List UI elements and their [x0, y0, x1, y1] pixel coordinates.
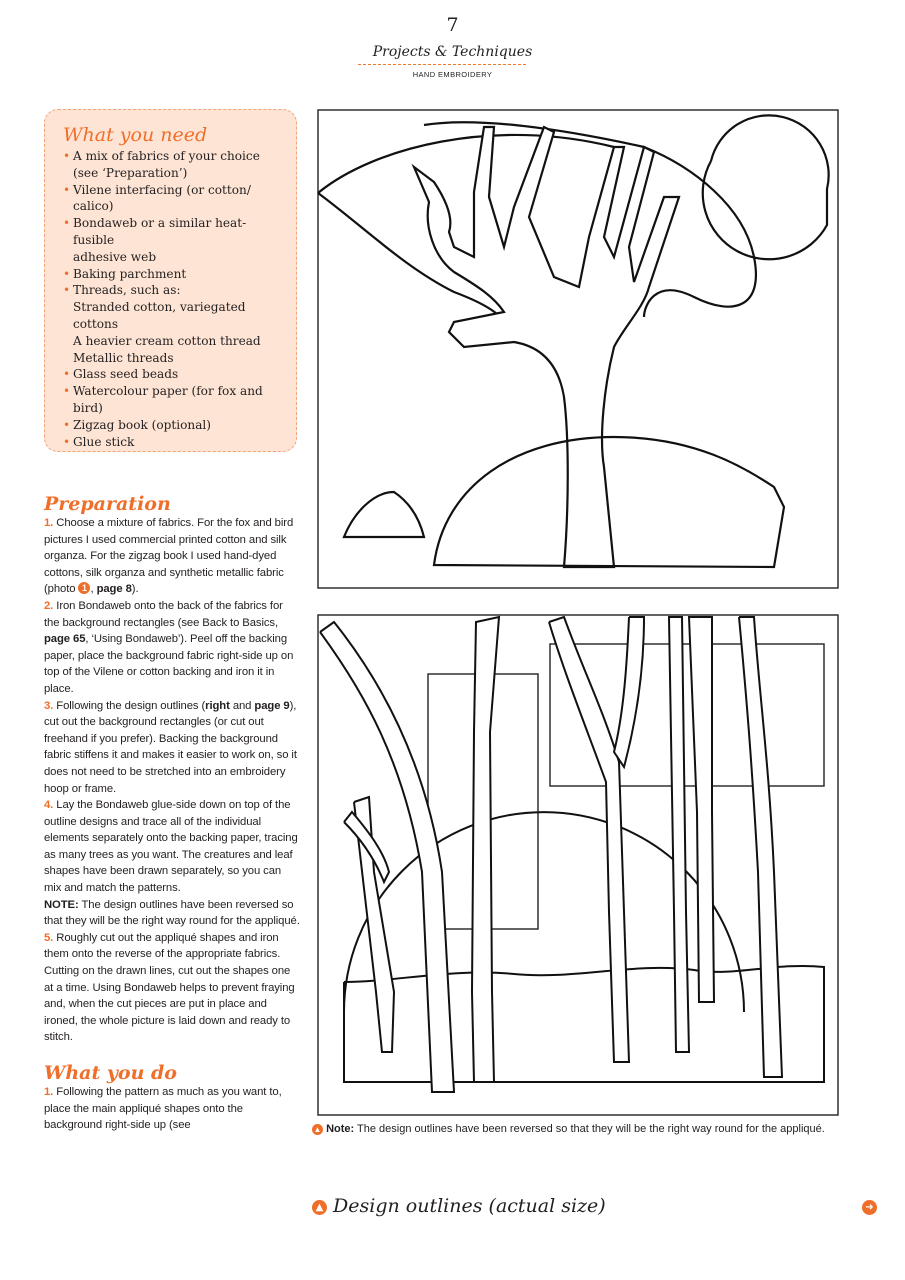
list-item: bird) [73, 400, 103, 415]
what-you-need-box [44, 109, 297, 452]
preparation-heading: Preparation [44, 493, 171, 515]
note-text: The design outlines have been reversed so that they will be the right way round for the appliqué. [44, 898, 300, 928]
what-you-do-heading: What you do [44, 1062, 177, 1084]
step-number: 1. [44, 517, 54, 529]
step-number: 1. [44, 1086, 54, 1098]
up-arrow-circle-icon: ▲ [313, 1125, 322, 1134]
figure-note [312, 1122, 852, 1137]
what-you-need-list [63, 148, 286, 450]
forest-outline-drawing [314, 612, 842, 1118]
preparation-note [44, 897, 300, 930]
page-reference[interactable]: right [205, 699, 230, 712]
step-text: and [232, 699, 252, 712]
step-text: ). [131, 583, 139, 596]
list-item: calico) [73, 199, 114, 214]
preparation-step-1 [44, 515, 300, 598]
list-item: • Threads, such as: [63, 282, 286, 299]
up-arrow-circle-icon: ▲ [312, 1200, 327, 1215]
step-number: 3. [44, 699, 54, 712]
figure-caption [312, 1195, 606, 1217]
what-you-need-title: What you need [63, 124, 208, 146]
list-item: Metallic threads [73, 350, 174, 365]
photo-number-badge: 1 [78, 582, 90, 594]
step-text: , [90, 583, 94, 596]
list-item: adhesive web [73, 249, 157, 264]
what-you-do-step-1 [44, 1084, 300, 1134]
list-item: cottons [73, 316, 119, 331]
list-item: • Baking parchment [63, 266, 286, 283]
preparation-step-4 [44, 797, 300, 897]
instructions-column [44, 493, 300, 1134]
figure-note-text: The design outlines have been reversed so that they will be the right way round for the appliqué. [357, 1123, 825, 1135]
step-text: Following the pattern as much as you want to, place the main appliqué shapes onto the background right-side up (see [44, 1086, 282, 1132]
design-outline-forest [314, 612, 842, 1118]
section-divider [358, 64, 526, 65]
list-item: • Watercolour paper (for fox and [63, 383, 286, 400]
step-text: Roughly cut out the appliqué shapes and iron them onto the reverse of the appropriate fabrics. Cutting on the drawn lines, cut out the shapes one at a time. Using Bondaweb helps to prevent fraying and, when the cut pieces are put in place and ironed, the whole picture is laid down and ready to stitch. [44, 931, 295, 1044]
tree-outline-drawing [314, 107, 842, 591]
list-item: (see ‘Preparation’) [73, 165, 188, 180]
page-reference[interactable]: page 65 [44, 633, 86, 646]
step-text: Following the design outlines ( [56, 699, 206, 712]
step-text: ), cut out the background rectangles (or cut out freehand if you prefer). Backing the background fabric stiffens it and makes it easier to work on, so it does not need to be stretched into an embroidery hoop or frame. [44, 699, 297, 795]
figure-caption-text: Design outlines (actual size) [333, 1195, 606, 1217]
step-text: Choose a mixture of fabrics. For the fox and bird pictures I used commercial printed cotton and silk organza. For the zigzag book I used hand-dyed cottons, silk organza and synthetic metallic fabric (photo [44, 517, 294, 596]
design-outline-tree [314, 107, 842, 591]
list-item: • Glue stick [63, 434, 286, 451]
preparation-step-3 [44, 698, 300, 798]
section-title: Projects & Techniques [372, 44, 533, 60]
step-text: Iron Bondaweb onto the back of the fabrics for the background rectangles (see Back to Basics, [44, 599, 283, 629]
list-item: Stranded cotton, variegated [73, 300, 246, 315]
step-text: Lay the Bondaweb glue-side down on top of the outline designs and trace all of the individual elements separately onto the backing paper, tracing as many trees as you want. The creatures and leaf shapes have been drawn separately, so you can mix and match the patterns. [44, 799, 298, 895]
page-reference[interactable]: page 8 [96, 583, 132, 596]
step-number: 5. [44, 931, 54, 944]
figure-note-label: Note: [326, 1123, 355, 1135]
step-number: 2. [44, 599, 54, 612]
list-item: • Zigzag book (optional) [63, 417, 286, 434]
list-item: • A mix of fabrics of your choice [63, 148, 286, 165]
section-subtitle: HAND EMBROIDERY [412, 70, 493, 79]
right-arrow-circle-icon[interactable]: ➜ [862, 1200, 877, 1215]
step-text: , ‘Using Bondaweb’). Peel off the backing paper, place the background fabric right-side up on top of the Vilene or cotton backing and iron it in place. [44, 633, 294, 695]
preparation-step-5 [44, 930, 300, 1046]
step-number: 4. [44, 799, 54, 812]
note-label: NOTE: [44, 898, 79, 911]
page-number: 7 [446, 14, 459, 36]
list-item: A heavier cream cotton thread [73, 333, 261, 348]
preparation-step-2 [44, 598, 300, 698]
list-item: • Vilene interfacing (or cotton/ [63, 182, 286, 199]
page-reference[interactable]: page 9 [254, 699, 290, 712]
list-item: • Glass seed beads [63, 366, 286, 383]
list-item: • Bondaweb or a similar heat-fusible [63, 215, 286, 249]
